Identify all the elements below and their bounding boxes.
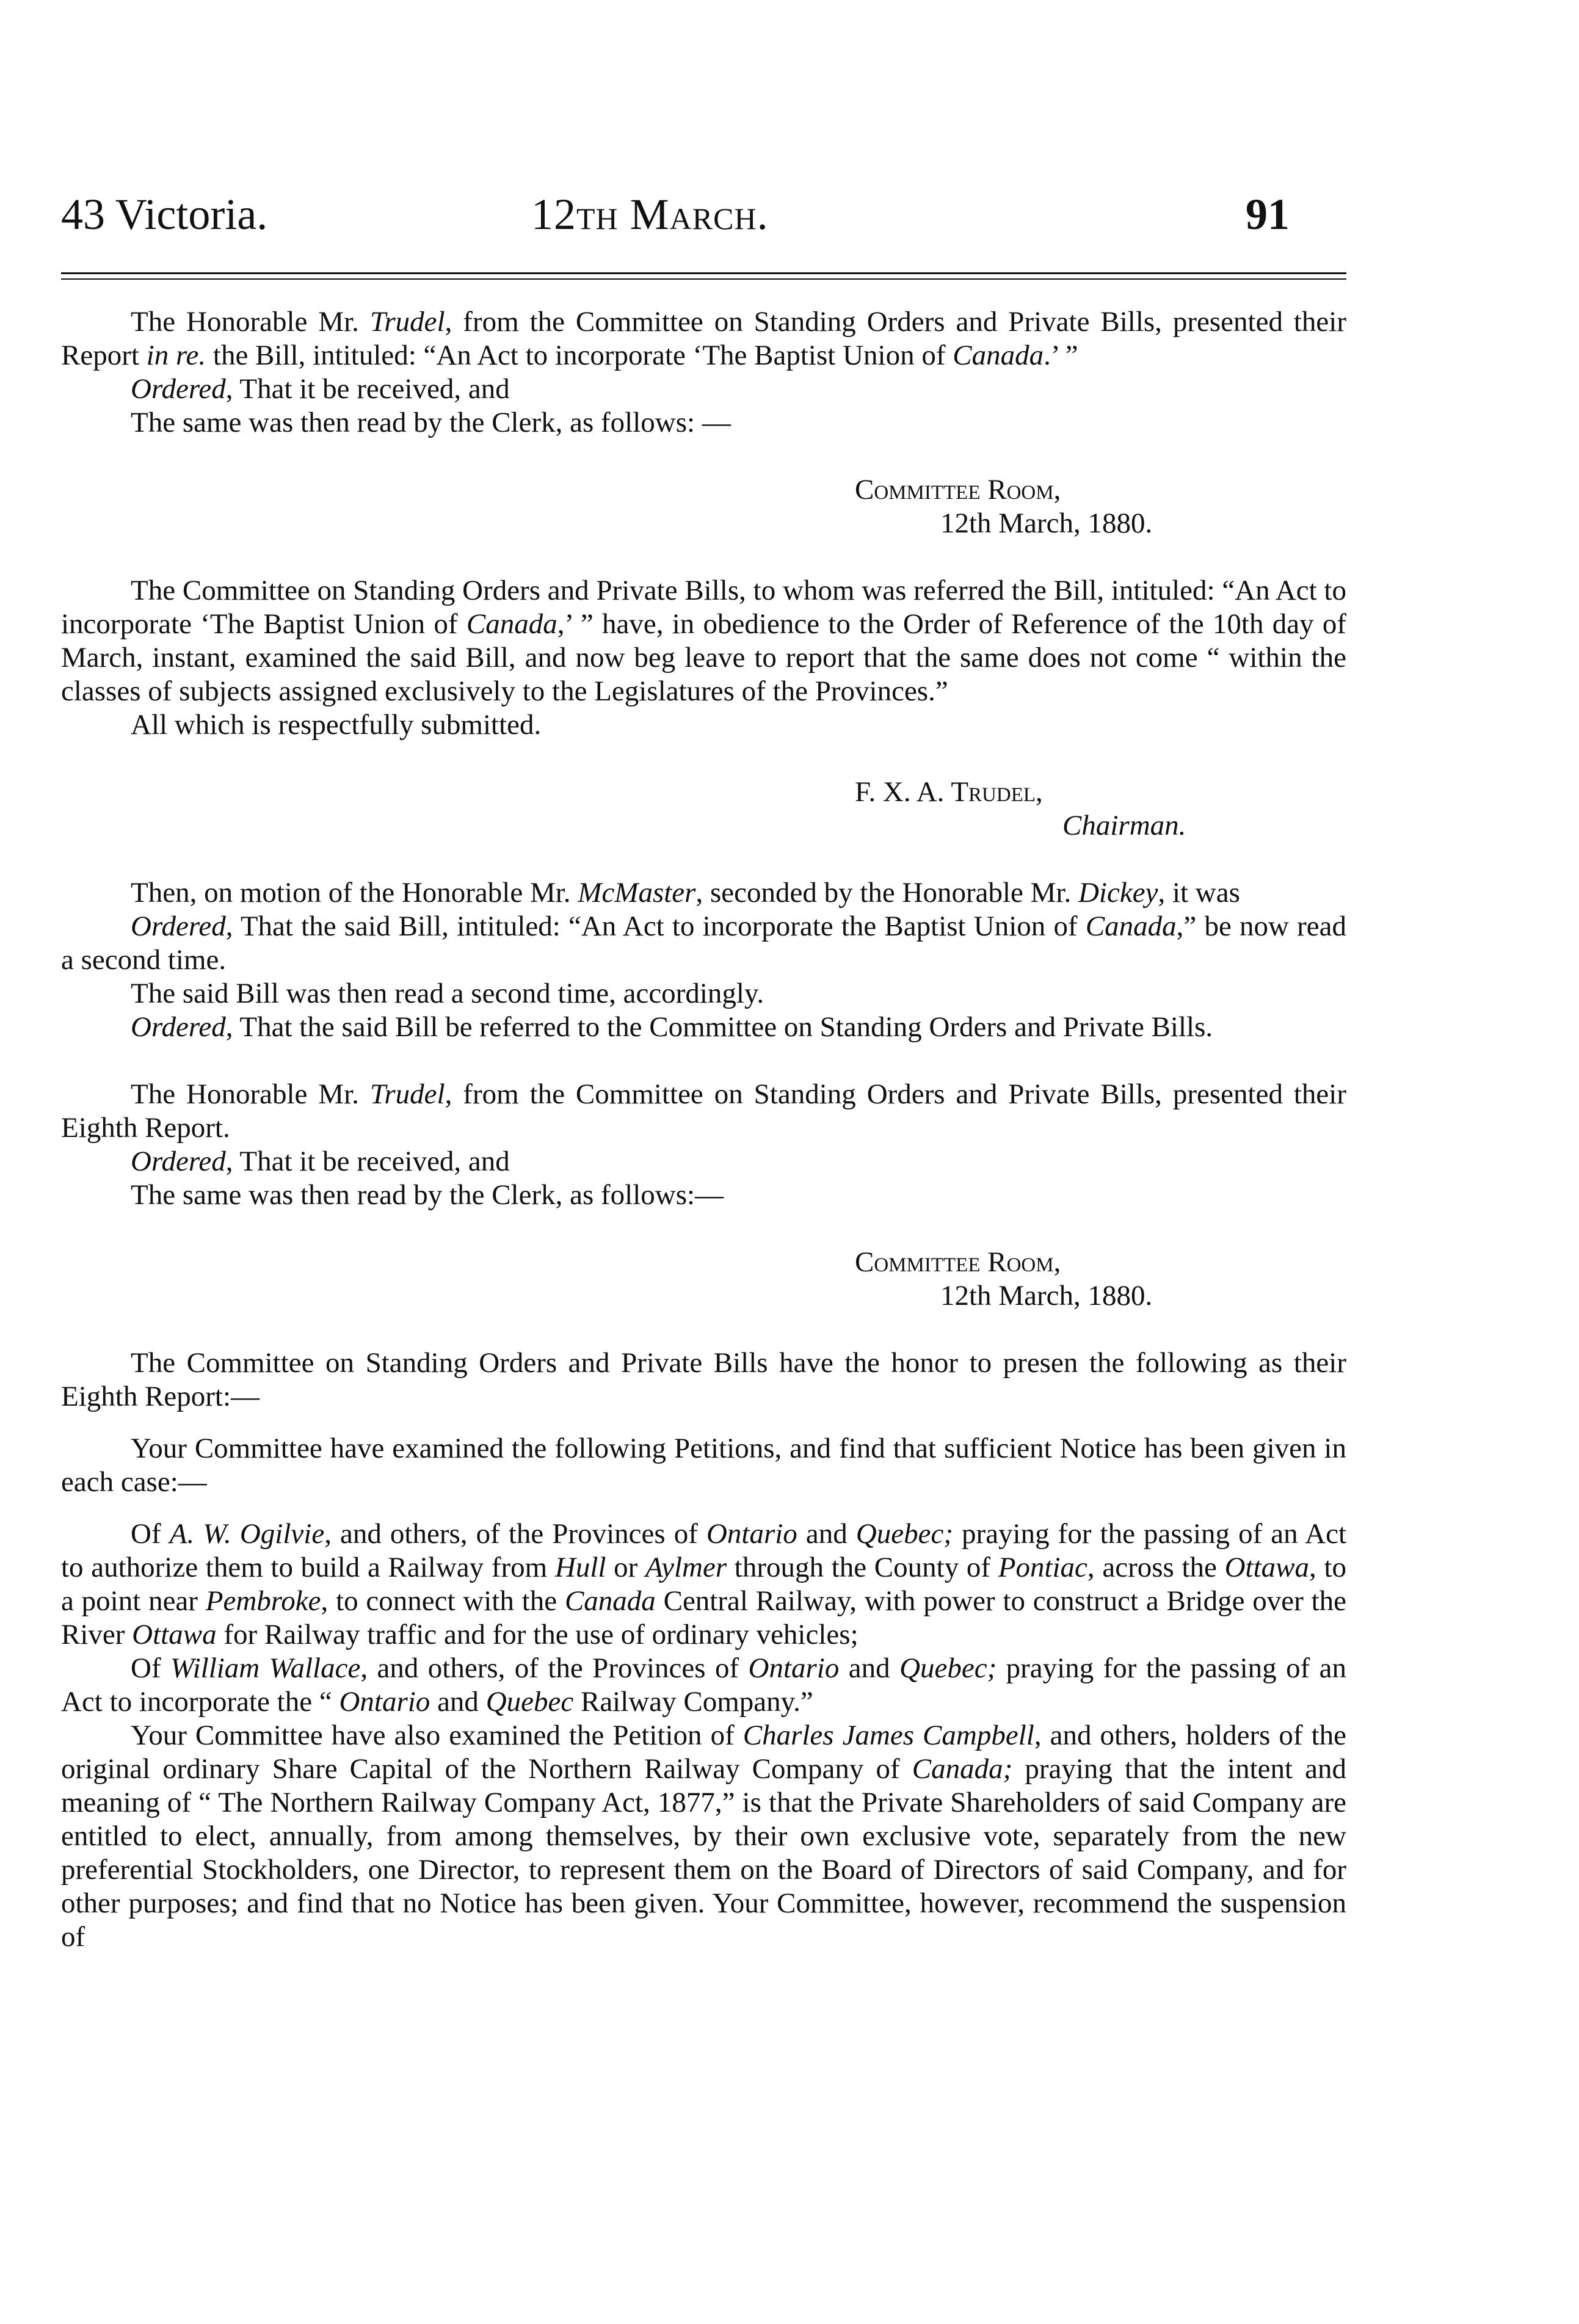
paragraph-ordered-second-reading: Ordered, That the said Bill, intituled: “An Act to incorporate the Baptist Union of Canada,” be now read a second time.: [61, 910, 1346, 976]
paragraph-petition-campbell: Your Committee have also examined the Petition of Charles James Campbell, and others, holders of the original ordinary Share Capital of the Northern Railway Company of Canada; praying that the intent and meaning of “ The Northern Railway Company Act, 1877,” is that the Private Shareholders of said Company are entitled to elect, annually, from among themselves, by their own exclusive vote, separately from the new preferential Stockholders, one Director, to represent them on the Board of Directors of said Company, and for other purposes; and find that no Notice has been given. Your Committee, however, recommend the suspension of: [61, 1719, 1347, 1953]
paragraph-second-reading: The said Bill was then read a second time, accordingly.: [131, 978, 764, 1009]
paragraph-petitions-examined: Your Committee have examined the following Petitions, and find that sufficient Notice has been given in each case:—: [61, 1433, 1346, 1498]
committee-room-date: 12th March, 1880.: [940, 507, 1153, 539]
paragraph-ordered-referred: Ordered, That the said Bill be referred to the Committee on Standing Orders and Private Bills.: [131, 1011, 1213, 1043]
paragraph-report-presented: The Honorable Mr. Trudel, from the Committee on Standing Orders and Private Bills, presented their Report in re. the Bill, intituled: “An Act to incorporate ‘The Baptist Union of Canada.’ ”: [61, 306, 1347, 371]
paragraph-submitted: All which is respectfully submitted.: [131, 709, 542, 741]
paragraph-petition-ogilvie: Of A. W. Ogilvie, and others, of the Provinces of Ontario and Quebec; praying for the passing of an Act to authorize them to build a Railway from Hull or Aylmer through the County of Pontiac, across the Ottawa, to a point near Pembroke, to connect with the Canada Central Railway, with power to construct a Bridge over the River Ottawa for Railway traffic and for the use of ordinary vehicles;: [61, 1518, 1347, 1650]
paragraph-petition-wallace: Of William Wallace, and others, of the Provinces of Ontario and Quebec; praying for the passing of an Act to incorporate the “ Ontario and Quebec Railway Company.”: [61, 1652, 1347, 1718]
page-number: 91: [1246, 190, 1290, 239]
header-volume: 43 Victoria.: [61, 190, 268, 239]
committee-room-label-2: Committee Room,: [855, 1246, 1061, 1278]
document-body: [61, 305, 1346, 1954]
header-date: 12th March.: [531, 190, 769, 239]
committee-room-date-2: 12th March, 1880.: [940, 1280, 1153, 1312]
header-rule-top: [61, 272, 1346, 274]
signature-title: Chairman.: [1062, 810, 1186, 841]
paragraph-committee-report: The Committee on Standing Orders and Private Bills, to whom was referred the Bill, intituled: “An Act to incorporate ‘The Baptist Union of Canada,’ ” have, in obedience to the Order of Reference of the 10th day of March, instant, examined the said Bill, and now beg leave to report that the same does not come “ within the classes of subjects assigned exclusively to the Legislatures of the Provinces.”: [61, 575, 1346, 707]
paragraph-read-by-clerk-2: The same was then read by the Clerk, as follows:—: [131, 1179, 724, 1211]
paragraph-ordered-received: Ordered, That it be received, and: [131, 373, 510, 405]
paragraph-motion: Then, on motion of the Honorable Mr. McMaster, seconded by the Honorable Mr. Dickey, it was: [131, 877, 1240, 909]
paragraph-read-by-clerk: The same was then read by the Clerk, as follows: —: [131, 407, 731, 438]
signature-name: F. X. A. Trudel,: [855, 776, 1043, 808]
header-rule-bottom: [61, 278, 1346, 280]
paragraph-ordered-received-2: Ordered, That it be received, and: [131, 1146, 510, 1177]
paragraph-eighth-report-presented: The Honorable Mr. Trudel, from the Committee on Standing Orders and Private Bills, presented their Eighth Report.: [61, 1078, 1347, 1144]
committee-room-label: Committee Room,: [855, 474, 1061, 506]
paragraph-eighth-report-intro: The Committee on Standing Orders and Private Bills have the honor to presen the following as their Eighth Report:—: [61, 1347, 1346, 1412]
